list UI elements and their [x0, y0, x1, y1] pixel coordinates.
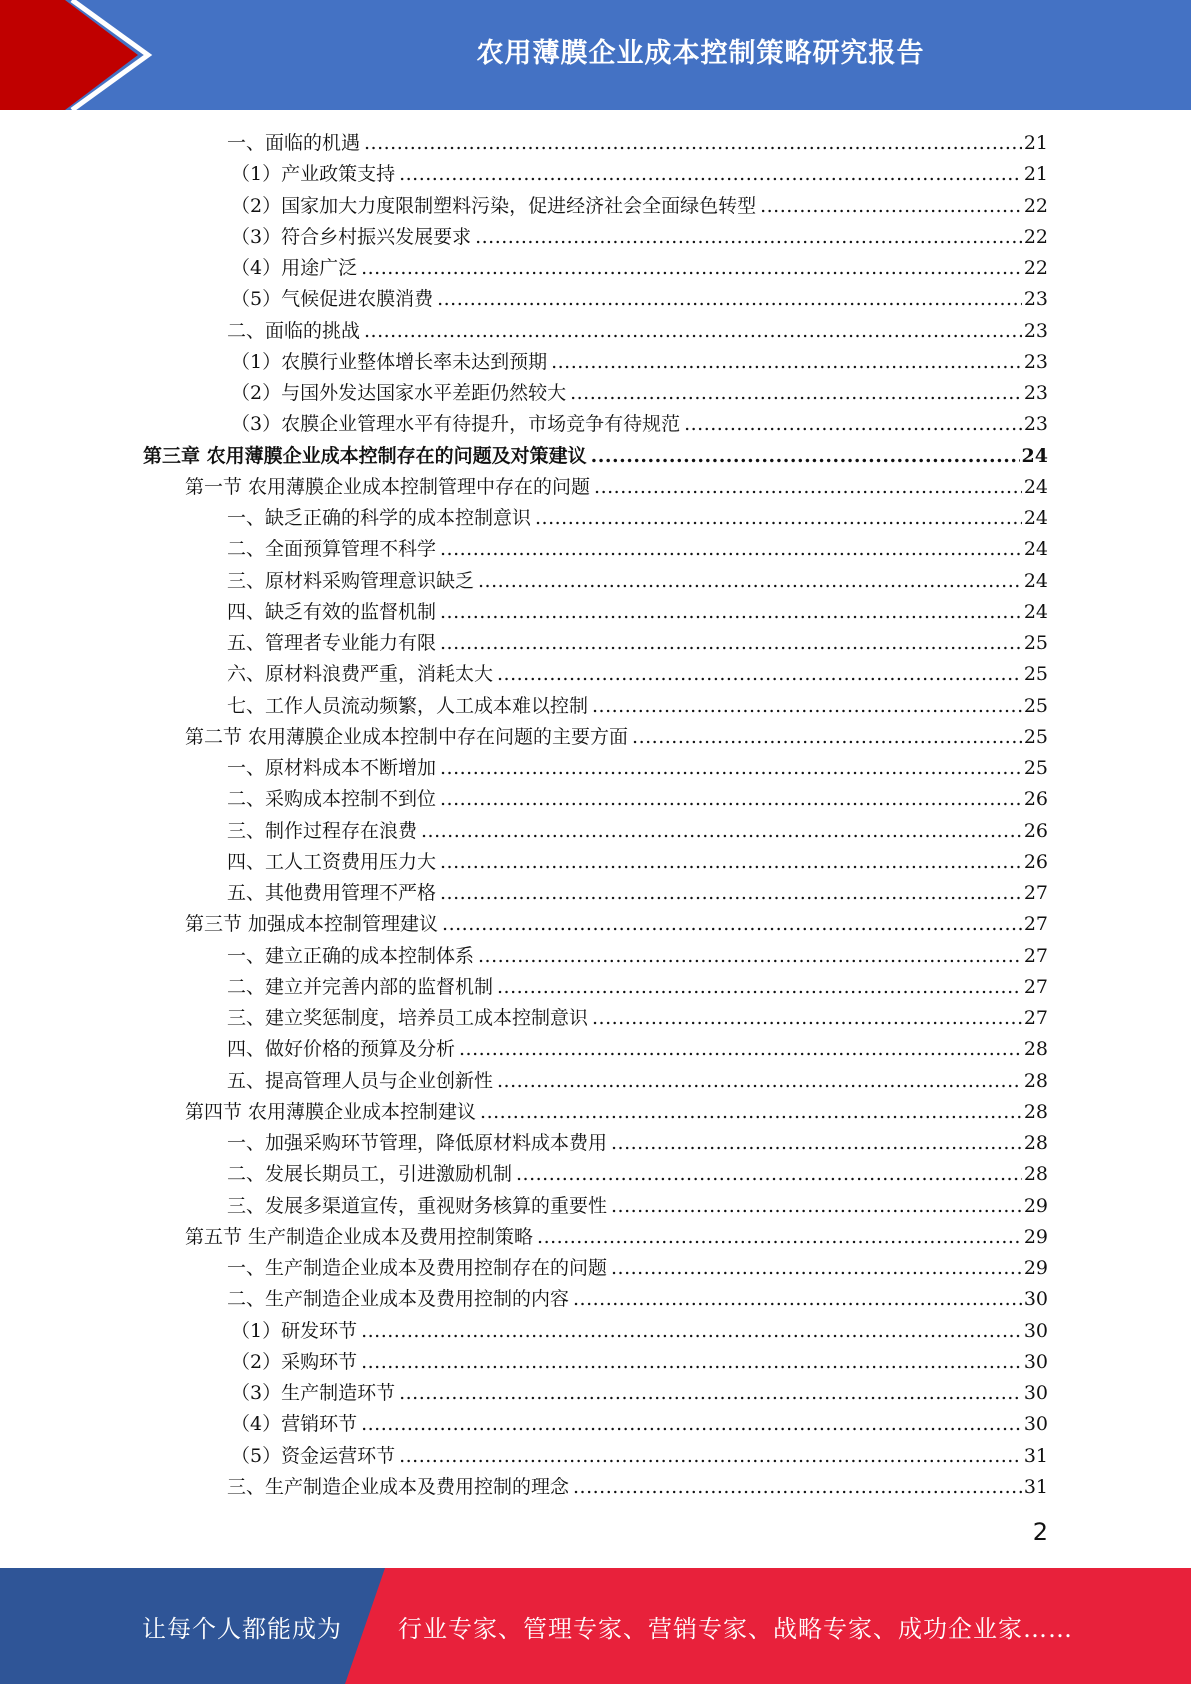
- toc-entry[interactable]: [143, 972, 1048, 1003]
- toc-entry-title: 三、建立奖惩制度，培养员工成本控制意识: [227, 1007, 589, 1029]
- toc-leader-dots: [361, 1409, 1022, 1440]
- toc-entry-page: 27: [1023, 1007, 1048, 1029]
- toc-entry-title: 第五节 生产制造企业成本及费用控制策略: [185, 1225, 534, 1248]
- toc-entry-page: 25: [1023, 725, 1048, 748]
- toc-entry-title: 第三节 加强成本控制管理建议: [185, 913, 439, 936]
- toc-entry-page: 22: [1023, 225, 1048, 248]
- toc-leader-dots: [459, 1034, 1022, 1065]
- toc-entry[interactable]: [143, 941, 1048, 972]
- toc-entry-title: 二、生产制造企业成本及费用控制的内容: [227, 1288, 570, 1311]
- toc-leader-dots: [516, 1159, 1022, 1190]
- toc-entry[interactable]: [143, 1347, 1048, 1378]
- toc-entry-page: 23: [1023, 288, 1048, 311]
- toc-entry-page: 30: [1023, 1413, 1048, 1436]
- toc-entry-title: 四、做好价格的预算及分析: [227, 1038, 456, 1061]
- report-title: 农用薄膜企业成本控制策略研究报告: [476, 37, 925, 69]
- toc-entry-page: 23: [1023, 413, 1048, 436]
- toc-entry-page: 28: [1023, 1132, 1048, 1154]
- toc-entry[interactable]: [143, 753, 1048, 784]
- toc-entry-title: 四、缺乏有效的监督机制: [227, 600, 437, 623]
- toc-entry[interactable]: [143, 878, 1048, 909]
- toc-entry[interactable]: [143, 722, 1048, 753]
- toc-entry[interactable]: [143, 1097, 1048, 1128]
- toc-leader-dots: [442, 909, 1022, 940]
- toc-entry-title: （2）与国外发达国家水平差距仍然较大: [231, 382, 567, 404]
- toc-entry[interactable]: [143, 316, 1048, 347]
- toc-leader-dots: [399, 159, 1022, 190]
- toc-entry-page: 23: [1023, 350, 1048, 373]
- toc-entry[interactable]: [143, 503, 1048, 534]
- toc-entry[interactable]: [143, 441, 1048, 472]
- toc-entry-page: 27: [1023, 882, 1048, 904]
- toc-leader-dots: [361, 1316, 1022, 1347]
- toc-entry-page: 30: [1023, 1350, 1048, 1373]
- page-footer: [0, 1568, 1191, 1684]
- table-of-contents: [143, 128, 1048, 1503]
- toc-entry-page: 22: [1023, 194, 1048, 217]
- toc-leader-dots: [537, 1222, 1022, 1253]
- toc-entry-page: 25: [1023, 663, 1048, 686]
- toc-entry-page: 31: [1023, 1444, 1048, 1467]
- toc-leader-dots: [535, 503, 1022, 534]
- toc-leader-dots: [611, 1191, 1022, 1222]
- toc-entry[interactable]: [143, 784, 1048, 815]
- toc-entry-page: 24: [1023, 600, 1048, 623]
- toc-entry-title: 一、生产制造企业成本及费用控制存在的问题: [227, 1257, 608, 1279]
- toc-entry-title: 五、提高管理人员与企业创新性: [227, 1069, 494, 1092]
- page-number: 2: [1032, 1518, 1048, 1546]
- toc-entry-page: 28: [1023, 1038, 1048, 1061]
- toc-entry[interactable]: [143, 691, 1048, 722]
- toc-entry-page: 25: [1023, 632, 1048, 654]
- toc-leader-dots: [399, 1378, 1022, 1409]
- toc-entry[interactable]: [143, 284, 1048, 315]
- toc-entry[interactable]: [143, 1191, 1048, 1222]
- toc-entry[interactable]: [143, 253, 1048, 284]
- toc-leader-dots: [364, 128, 1022, 159]
- toc-entry-title: 六、原材料浪费严重，消耗太大: [227, 663, 494, 686]
- toc-leader-dots: [361, 1347, 1022, 1378]
- toc-entry-page: 30: [1023, 1319, 1048, 1342]
- toc-leader-dots: [497, 972, 1022, 1003]
- toc-entry-title: 一、面临的机遇: [227, 132, 361, 154]
- toc-entry-page: 28: [1023, 1163, 1048, 1186]
- toc-entry[interactable]: [143, 1128, 1048, 1159]
- toc-entry-page: 27: [1023, 975, 1048, 998]
- toc-entry-page: 25: [1023, 694, 1048, 717]
- toc-leader-dots: [437, 284, 1022, 315]
- toc-entry[interactable]: [143, 1066, 1048, 1097]
- footer-slogan-left: 让每个人都能成为: [142, 1614, 342, 1643]
- toc-entry-title: 第四节 农用薄膜企业成本控制建议: [185, 1100, 477, 1123]
- toc-entry[interactable]: [143, 191, 1048, 222]
- toc-leader-dots: [611, 1128, 1022, 1159]
- toc-leader-dots: [594, 472, 1022, 503]
- toc-entry[interactable]: [143, 628, 1048, 659]
- header-red-arrow: [0, 0, 138, 110]
- toc-entry[interactable]: [143, 909, 1048, 940]
- toc-entry-title: 四、工人工资费用压力大: [227, 850, 437, 873]
- toc-entry[interactable]: [143, 347, 1048, 378]
- toc-entry-title: 第三章 农用薄膜企业成本控制存在的问题及对策建议: [143, 444, 587, 467]
- toc-entry-title: （4）营销环节: [231, 1413, 358, 1436]
- toc-entry-page: 28: [1023, 1069, 1048, 1092]
- toc-entry[interactable]: [143, 1222, 1048, 1253]
- toc-entry-title: （5）气候促进农膜消费: [231, 288, 434, 311]
- toc-entry[interactable]: [143, 1316, 1048, 1347]
- toc-entry-title: 第一节 农用薄膜企业成本控制管理中存在的问题: [185, 475, 591, 498]
- toc-leader-dots: [573, 1472, 1022, 1503]
- toc-entry[interactable]: [143, 1409, 1048, 1440]
- toc-entry-title: 三、发展多渠道宣传，重视财务核算的重要性: [227, 1194, 608, 1217]
- toc-leader-dots: [361, 253, 1022, 284]
- toc-entry-page: 22: [1023, 257, 1048, 279]
- toc-entry-page: 28: [1023, 1100, 1048, 1123]
- toc-leader-dots: [440, 878, 1022, 909]
- toc-entry-title: 一、加强采购环节管理，降低原材料成本费用: [227, 1132, 608, 1154]
- toc-entry[interactable]: [143, 128, 1048, 159]
- toc-entry-page: 24: [1021, 444, 1048, 467]
- toc-entry-title: （2）采购环节: [231, 1350, 358, 1373]
- toc-leader-dots: [475, 222, 1022, 253]
- toc-entry-title: （1）产业政策支持: [231, 163, 396, 186]
- toc-entry[interactable]: [143, 659, 1048, 690]
- toc-entry-page: 21: [1023, 132, 1048, 154]
- toc-entry-page: 23: [1023, 319, 1048, 342]
- toc-entry[interactable]: [143, 1003, 1048, 1034]
- toc-entry-title: 二、发展长期员工，引进激励机制: [227, 1163, 513, 1186]
- toc-leader-dots: [421, 816, 1022, 847]
- toc-leader-dots: [497, 1066, 1022, 1097]
- toc-entry[interactable]: [143, 597, 1048, 628]
- toc-leader-dots: [592, 691, 1022, 722]
- toc-entry-page: 29: [1023, 1194, 1048, 1217]
- toc-entry-page: 27: [1023, 913, 1048, 936]
- toc-entry-title: （2）国家加大力度限制塑料污染，促进经济社会全面绿色转型: [231, 194, 757, 217]
- toc-entry-title: 一、缺乏正确的科学的成本控制意识: [227, 507, 532, 529]
- toc-entry-page: 23: [1023, 382, 1048, 404]
- toc-entry-title: （3）生产制造环节: [231, 1382, 396, 1404]
- toc-leader-dots: [611, 1253, 1022, 1284]
- toc-leader-dots: [440, 847, 1022, 878]
- toc-entry[interactable]: [143, 1253, 1048, 1284]
- toc-entry-title: （1）研发环节: [231, 1319, 358, 1342]
- toc-leader-dots: [592, 1003, 1022, 1034]
- toc-entry-title: （3）农膜企业管理水平有待提升，市场竞争有待规范: [231, 413, 681, 436]
- toc-entry-title: 五、管理者专业能力有限: [227, 632, 437, 654]
- toc-leader-dots: [760, 191, 1022, 222]
- toc-entry[interactable]: [143, 409, 1048, 440]
- toc-entry-title: 三、原材料采购管理意识缺乏: [227, 569, 475, 592]
- footer-slogan-right: 行业专家、管理专家、营销专家、战略专家、成功企业家……: [398, 1614, 1073, 1643]
- page-header: [0, 0, 1191, 110]
- toc-entry-title: （3）符合乡村振兴发展要求: [231, 225, 472, 248]
- toc-leader-dots: [480, 1097, 1022, 1128]
- toc-entry-page: 29: [1023, 1257, 1048, 1279]
- toc-leader-dots: [440, 784, 1022, 815]
- toc-entry-title: 二、面临的挑战: [227, 319, 361, 342]
- toc-entry-page: 27: [1023, 944, 1048, 967]
- toc-leader-dots: [440, 753, 1022, 784]
- toc-leader-dots: [570, 378, 1022, 409]
- toc-entry-title: 一、建立正确的成本控制体系: [227, 944, 475, 967]
- toc-entry-title: （4）用途广泛: [231, 257, 358, 279]
- toc-entry-title: （5）资金运营环节: [231, 1444, 396, 1467]
- toc-leader-dots: [573, 1284, 1022, 1315]
- toc-entry[interactable]: [143, 472, 1048, 503]
- toc-entry-title: （1）农膜行业整体增长率未达到预期: [231, 350, 548, 373]
- toc-entry[interactable]: [143, 159, 1048, 190]
- toc-entry-page: 26: [1023, 788, 1048, 811]
- toc-entry-title: 二、全面预算管理不科学: [227, 538, 437, 561]
- toc-leader-dots: [478, 566, 1022, 597]
- toc-leader-dots: [632, 722, 1022, 753]
- toc-leader-dots: [399, 1441, 1022, 1472]
- toc-entry[interactable]: [143, 1472, 1048, 1503]
- toc-entry[interactable]: [143, 1159, 1048, 1190]
- toc-entry[interactable]: [143, 566, 1048, 597]
- toc-entry[interactable]: [143, 816, 1048, 847]
- toc-entry-title: 一、原材料成本不断增加: [227, 757, 437, 779]
- toc-entry-page: 29: [1023, 1225, 1048, 1248]
- toc-entry-title: 三、制作过程存在浪费: [227, 819, 418, 842]
- toc-entry-page: 30: [1023, 1382, 1048, 1404]
- toc-entry-page: 24: [1023, 569, 1048, 592]
- toc-entry-page: 24: [1023, 475, 1048, 498]
- toc-entry-page: 26: [1023, 850, 1048, 873]
- toc-leader-dots: [440, 597, 1022, 628]
- toc-entry-page: 30: [1023, 1288, 1048, 1311]
- toc-leader-dots: [478, 941, 1022, 972]
- toc-leader-dots: [497, 659, 1022, 690]
- toc-entry[interactable]: [143, 1378, 1048, 1409]
- header-arrow-decoration: [0, 0, 160, 110]
- toc-entry[interactable]: [143, 1034, 1048, 1065]
- toc-entry-title: 三、生产制造企业成本及费用控制的理念: [227, 1475, 570, 1498]
- toc-entry-title: 七、工作人员流动频繁，人工成本难以控制: [227, 694, 589, 717]
- toc-entry-page: 21: [1023, 163, 1048, 186]
- toc-entry[interactable]: [143, 1441, 1048, 1472]
- toc-entry[interactable]: [143, 534, 1048, 565]
- toc-leader-dots: [440, 534, 1022, 565]
- toc-leader-dots: [684, 409, 1022, 440]
- toc-leader-dots: [591, 441, 1020, 472]
- toc-leader-dots: [440, 628, 1022, 659]
- toc-entry[interactable]: [143, 1284, 1048, 1315]
- toc-leader-dots: [364, 316, 1022, 347]
- toc-entry-title: 五、其他费用管理不严格: [227, 882, 437, 904]
- toc-entry-page: 24: [1023, 538, 1048, 561]
- toc-entry[interactable]: [143, 378, 1048, 409]
- toc-entry-page: 25: [1023, 757, 1048, 779]
- toc-entry[interactable]: [143, 847, 1048, 878]
- toc-entry[interactable]: [143, 222, 1048, 253]
- toc-entry-title: 二、采购成本控制不到位: [227, 788, 437, 811]
- toc-entry-page: 24: [1023, 507, 1048, 529]
- toc-entry-title: 第二节 农用薄膜企业成本控制中存在问题的主要方面: [185, 725, 629, 748]
- toc-entry-page: 26: [1023, 819, 1048, 842]
- toc-entry-page: 31: [1023, 1475, 1048, 1498]
- toc-entry-title: 二、建立并完善内部的监督机制: [227, 975, 494, 998]
- toc-leader-dots: [551, 347, 1022, 378]
